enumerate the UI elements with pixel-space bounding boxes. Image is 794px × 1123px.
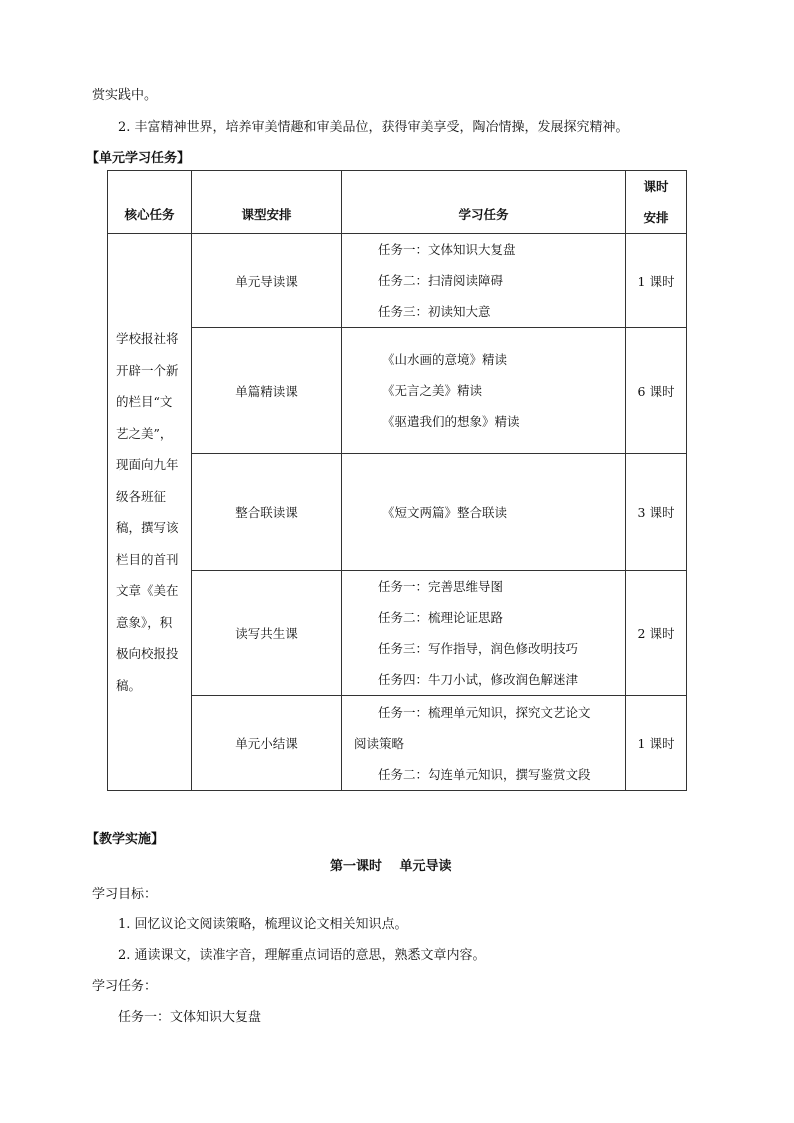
- lesson-title: 第一课时 单元导读: [330, 859, 452, 874]
- section-heading-implementation: 【教学实施】: [86, 832, 165, 847]
- core-task-cell: [108, 234, 192, 791]
- task-item: 任务二：扫清阅读障碍: [378, 273, 504, 288]
- table-row: [108, 696, 687, 791]
- task-list-cell: [342, 454, 626, 571]
- task-item: 任务三：写作指导，润色修改明技巧: [378, 641, 579, 656]
- task-item: 任务四：牛刀小试，修改润色解迷津: [378, 672, 579, 687]
- header-hours-line-2: 安排: [643, 210, 669, 225]
- table-header-row: [108, 171, 687, 234]
- core-task-text: 学校报社将开辟一个新的栏目“文艺之美”，现面向九年级各班征稿，撰写该栏目的首刊文章《美在意象》，积极向校报投稿。: [116, 331, 179, 693]
- table-row: [108, 234, 687, 328]
- task-item: 《驱遣我们的想象》精读: [382, 414, 520, 429]
- intro-line-1: 赏实践中。: [92, 88, 158, 103]
- task-item: 《山水画的意境》精读: [382, 352, 508, 367]
- hours-cell: 1 课时: [626, 234, 687, 328]
- hours-cell: 2 课时: [626, 571, 687, 696]
- task-list-cell: [342, 328, 626, 454]
- unit-task-table: [107, 170, 687, 791]
- header-learning-tasks: 学习任务: [342, 171, 626, 234]
- header-hours: [626, 171, 687, 234]
- task-item: 任务一：梳理单元知识，探究文艺论文: [378, 704, 591, 720]
- task-list-cell: [342, 696, 626, 791]
- task-item: 任务一：完善思维导图: [378, 579, 504, 594]
- table-row: [108, 328, 687, 454]
- task-item: 任务三：初读知大意: [378, 304, 491, 319]
- task-item: 任务一：文体知识大复盘: [378, 242, 516, 257]
- section-heading-tasks: 【单元学习任务】: [86, 151, 191, 166]
- task-list-cell: [342, 571, 626, 696]
- lesson-type-cell: 单篇精读课: [192, 328, 342, 454]
- table-row: [108, 454, 687, 571]
- header-core-task: 核心任务: [108, 171, 192, 234]
- task-list-cell: [342, 234, 626, 328]
- goal-item: 2. 通读课文，读准字音，理解重点词语的意思，熟悉文章内容。: [118, 948, 486, 963]
- tasks-label: 学习任务：: [92, 979, 158, 994]
- task-item: 阅读策略: [354, 735, 405, 751]
- intro-line-2: 2. 丰富精神世界，培养审美情趣和审美品位，获得审美享受，陶冶情操，发展探究精神。: [118, 120, 629, 135]
- goal-item: 1. 回忆议论文阅读策略，梳理议论文相关知识点。: [118, 917, 408, 932]
- task-item: 《无言之美》精读: [382, 383, 483, 398]
- task-item: 《短文两篇》整合联读: [382, 504, 508, 520]
- lesson-type-cell: 读写共生课: [192, 571, 342, 696]
- header-lesson-type: 课型安排: [192, 171, 342, 234]
- goals-label: 学习目标：: [92, 887, 158, 902]
- hours-cell: 3 课时: [626, 454, 687, 571]
- header-hours-line-1: 课时: [643, 179, 669, 194]
- lesson-type-cell: 单元导读课: [192, 234, 342, 328]
- table-row: [108, 571, 687, 696]
- task-item: 任务二：勾连单元知识，撰写鉴赏文段: [378, 766, 591, 782]
- lesson-type-cell: 单元小结课: [192, 696, 342, 791]
- task-item: 任务二：梳理论证思路: [378, 610, 504, 625]
- lesson-type-cell: 整合联读课: [192, 454, 342, 571]
- hours-cell: 6 课时: [626, 328, 687, 454]
- hours-cell: 1 课时: [626, 696, 687, 791]
- first-task: 任务一：文体知识大复盘: [118, 1010, 262, 1025]
